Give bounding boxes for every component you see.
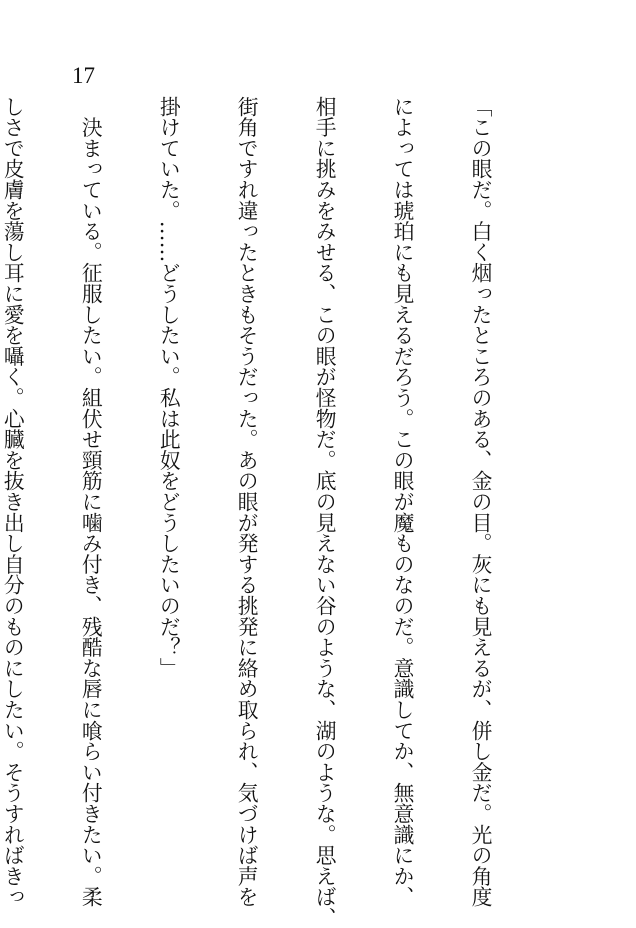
text-line: しさで皮膚を蕩し耳に愛を囁く。心臓を抜き出し自分のものにしたい。そうすればきっ — [0, 96, 25, 908]
text-line: 相手に挑みをみせる、この眼が怪物だ。底の見えない谷のような、湖のような。思えば、 — [312, 96, 337, 928]
text-line: 決まっている。征服したい。組伏せ頸筋に噛み付き、残酷な唇に喰らい付きたい。柔 — [78, 96, 103, 908]
text-line: 「この眼だ。白く烟ったところのある、金の目。灰にも見えるが、併し金だ。光の角度 — [468, 96, 493, 908]
body-text — [0, 96, 544, 928]
text-line: 街角ですれ違ったときもそうだった。あの眼が発する挑発に絡め取られ、気づけば声を — [234, 96, 259, 908]
text-line: によっては琥珀にも見えるだろう。この眼が魔ものなのだ。意識してか、無意識にか、 — [390, 96, 415, 908]
text-line: 掛けていた。……どうしたい。私は此奴をどうしたいのだ？」 — [156, 96, 181, 679]
page-number: 17 — [72, 63, 95, 88]
